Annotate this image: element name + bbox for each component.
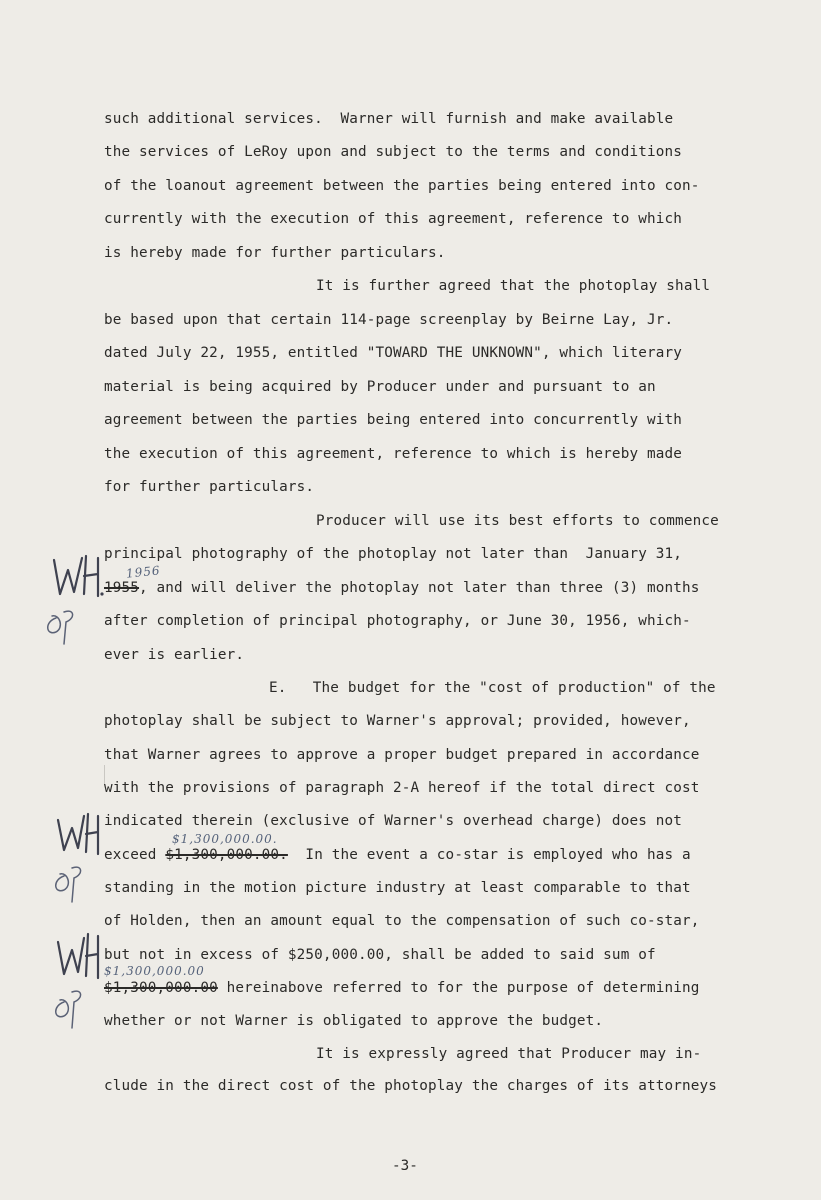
text-line-2: the services of LeRoy upon and subject to the terms and conditions [104, 144, 682, 160]
text-line-12: for further particulars. [104, 479, 315, 495]
text-line-6: It is further agreed that the photoplay shall [316, 278, 711, 294]
text-line-15-rest: , and will deliver the photoplay not later than three (3) months [139, 580, 700, 596]
handwritten-amount-2: $1,300,000.00 [104, 964, 205, 978]
text-line-3: of the loanout agreement between the parties being entered into con- [104, 178, 700, 194]
text-line-27 [104, 978, 700, 998]
text-line-23-start: exceed [104, 847, 166, 863]
text-line-15 [104, 578, 700, 598]
text-line-27-rest: hereinabove referred to for the purpose of determining [217, 980, 700, 996]
handwritten-amount-1: $1,300,000.00. [172, 832, 278, 846]
struck-year: 1955 [104, 580, 140, 596]
text-line-19: photoplay shall be subject to Warner's approval; provided, however, [104, 713, 691, 729]
text-line-25: of Holden, then an amount equal to the compensation of such co-star, [104, 913, 700, 929]
text-line-23-rest: In the event a co-star is employed who has a [287, 847, 691, 863]
struck-amount-2: $1,300,000.00 [104, 980, 218, 996]
text-line-18: E. The budget for the "cost of production" of the [269, 680, 716, 696]
text-line-1: such additional services. Warner will furnish and make available [104, 111, 674, 127]
text-line-16: after completion of principal photography, or June 30, 1956, which- [104, 613, 691, 629]
text-line-9: material is being acquired by Producer under and pursuant to an [104, 379, 656, 395]
text-line-8: dated July 22, 1955, entitled "TOWARD THE UNKNOWN", which literary [104, 345, 682, 361]
text-line-17: ever is earlier. [104, 647, 245, 663]
page-number: -3- [392, 1158, 418, 1174]
text-line-24: standing in the motion picture industry at least comparable to that [104, 880, 691, 896]
handwritten-year: 1956 [125, 563, 162, 581]
margin-initials-3 [50, 930, 110, 1030]
text-line-26: but not in excess of $250,000.00, shall be added to said sum of [104, 947, 656, 963]
text-line-20: that Warner agrees to approve a proper budget prepared in accordance [104, 747, 700, 763]
text-line-11: the execution of this agreement, reference to which is hereby made [104, 446, 682, 462]
text-line-21: with the provisions of paragraph 2-A hereof if the total direct cost [104, 780, 700, 796]
struck-amount-1: $1,300,000.00. [165, 847, 288, 863]
text-line-5: is hereby made for further particulars. [104, 245, 446, 261]
margin-initials-2 [50, 810, 110, 906]
margin-initials-1 [40, 548, 116, 648]
text-line-7: be based upon that certain 114-page screenplay by Beirne Lay, Jr. [104, 312, 674, 328]
text-line-29: It is expressly agreed that Producer may in- [316, 1046, 702, 1062]
text-line-4: currently with the execution of this agreement, reference to which [104, 211, 682, 227]
text-line-14: principal photography of the photoplay not later than January 31, [104, 546, 682, 562]
text-line-10: agreement between the parties being entered into concurrently with [104, 412, 682, 428]
text-line-28: whether or not Warner is obligated to approve the budget. [104, 1013, 604, 1029]
text-line-22: indicated therein (exclusive of Warner's overhead charge) does not [104, 813, 682, 829]
text-line-13: Producer will use its best efforts to commence [316, 513, 719, 529]
text-line-23 [104, 845, 691, 865]
text-line-30: clude in the direct cost of the photoplay the charges of its attorneys [104, 1078, 718, 1094]
